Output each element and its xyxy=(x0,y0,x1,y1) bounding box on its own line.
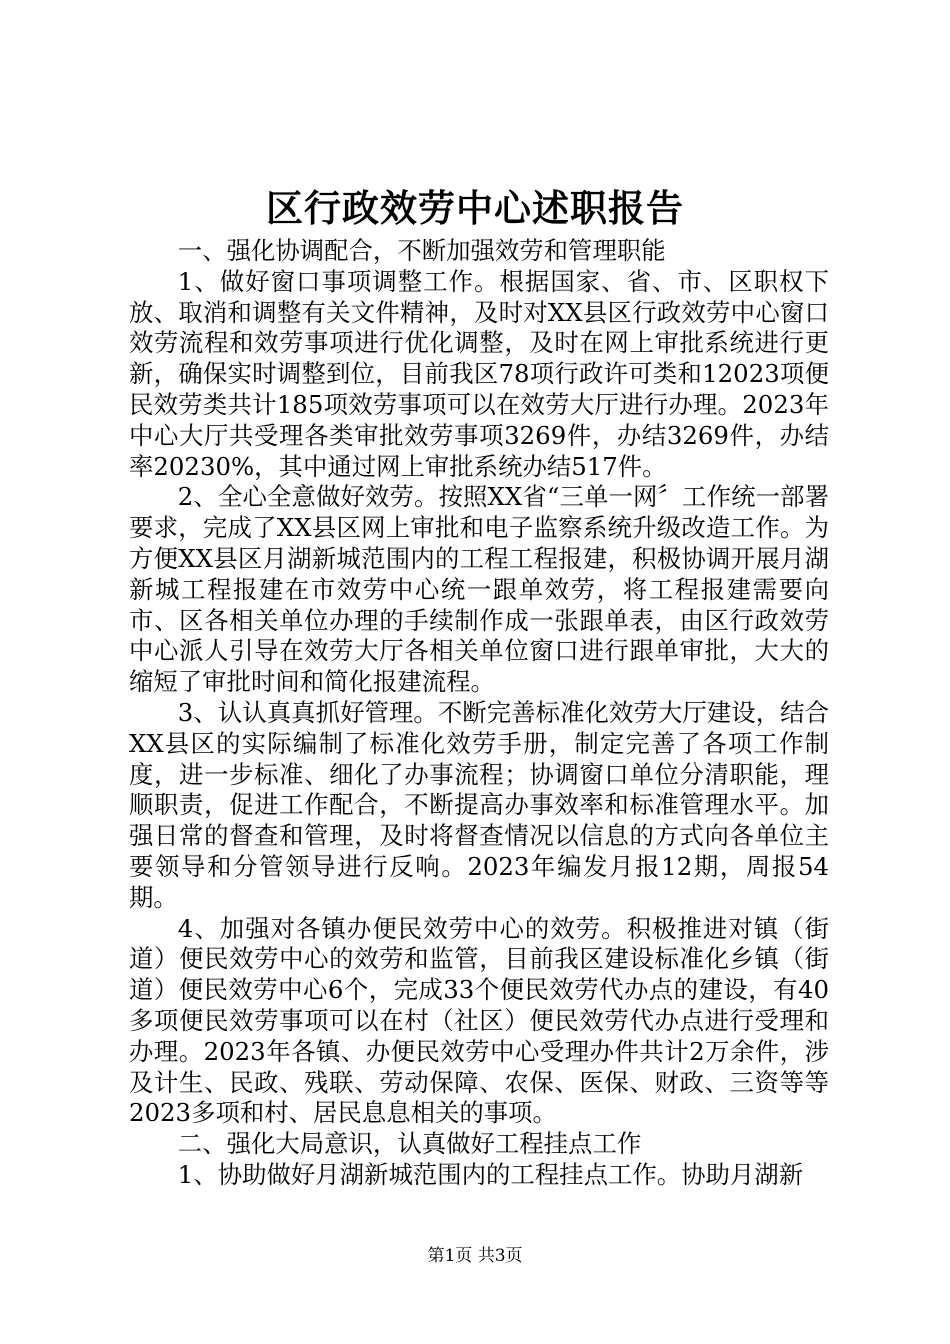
document-title: 区行政效劳中心述职报告 xyxy=(266,186,684,230)
section-heading-2: 二、强化大局意识，认真做好工程挂点工作 xyxy=(177,1129,642,1159)
document-body xyxy=(129,236,829,1191)
paragraph-2: 2、全心全意做好效劳。按照XX省“三单一网〞工作统一部署要求，完成了XX县区网上审批和电子监察系统升级改造工作。为方便XX县区月湖新城范围内的工程工程报建，积极协调开展月湖新城工程报建在市效劳中心统一跟单效劳，将工程报建需要向市、区各相关单位办理的手续制作成一张跟单表，由区行政效劳中心派人引导在效劳大厅各相关单位窗口进行跟单审批，大大的缩短了审批时间和简化报建流程。 xyxy=(129,482,829,697)
paragraph-3: 3、认认真真抓好管理。不断完善标准化效劳大厅建设，结合XX县区的实际编制了标准化效劳手册，制定完善了各项工作制度，进一步标准、细化了办事流程；协调窗口单位分清职能，理顺职责，促进工作配合，不断提高办事效率和标准管理水平。加强日常的督查和管理，及时将督查情况以信息的方式向各单位主要领导和分管领导进行反响。2023年编发月报12期，周报54期。 xyxy=(129,697,829,912)
paragraph-4: 4、加强对各镇办便民效劳中心的效劳。积极推进对镇（街道）便民效劳中心的效劳和监管，目前我区建设标准化乡镇（街道）便民效劳中心6个，完成33个便民效劳代办点的建设，有40多项便民效劳事项可以在村（社区）便民效劳代办点进行受理和办理。2023年各镇、办便民效劳中心受理办件共计2万余件，涉及计生、民政、残联、劳动保障、农保、医保、财政、三资等等2023多项和村、居民息息相关的事项。 xyxy=(129,913,829,1128)
paragraph-5: 1、协助做好月湖新城范围内的工程挂点工作。协助月湖新 xyxy=(177,1159,804,1189)
section-heading-1: 一、强化协调配合，不断加强效劳和管理职能 xyxy=(177,236,666,265)
page-footer: 第1页 共3页 xyxy=(427,1246,523,1266)
paragraph-1: 1、做好窗口事项调整工作。根据国家、省、市、区职权下放、取消和调整有关文件精神，及时对XX县区行政效劳中心窗口效劳流程和效劳事项进行优化调整，及时在网上审批系统进行更新，确保实时调整到位，目前我区78项行政许可类和12023项便民效劳类共计185项效劳事项可以在效劳大厅进行办理。2023年中心大厅共受理各类审批效劳事项3269件，办结3269件，办结率20230%，其中通过网上审批系统办结517件。 xyxy=(129,266,829,481)
